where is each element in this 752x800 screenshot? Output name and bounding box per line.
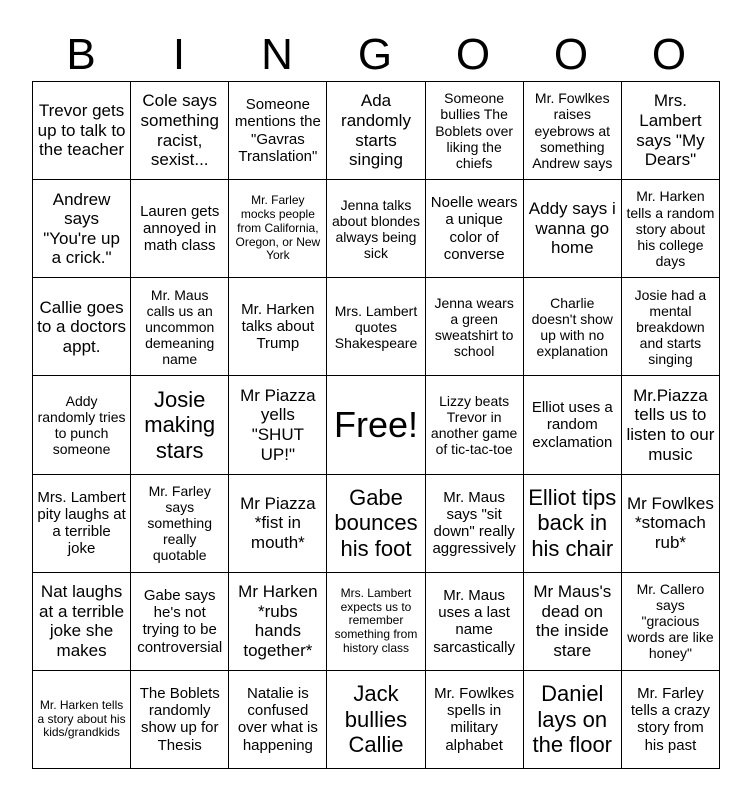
bingo-cell[interactable] — [327, 671, 425, 769]
bingo-cell[interactable] — [229, 278, 327, 376]
bingo-cell[interactable] — [524, 573, 622, 671]
cell-text: Daniel lays on the floor — [532, 681, 613, 758]
bingo-cell[interactable] — [426, 376, 524, 474]
bingo-cell[interactable] — [33, 376, 131, 474]
cell-text: Mr. Farley tells a crazy story from his past — [630, 684, 711, 754]
cell-text: Charlie doesn't show up with no explanation — [531, 294, 613, 359]
bingo-cell[interactable] — [524, 82, 622, 180]
cell-text: Natalie is confused over what is happening — [237, 684, 318, 754]
cell-text: Mr. Fowlkes raises eyebrows at something Andrew says — [532, 90, 613, 171]
cell-text: Someone bullies The Boblets over liking the chiefs — [435, 90, 514, 171]
bingo-cell[interactable] — [229, 180, 327, 278]
bingo-cell[interactable] — [524, 376, 622, 474]
bingo-cell[interactable] — [229, 82, 327, 180]
cell-text: Noelle wears a unique color of converse — [430, 194, 518, 263]
bingo-cell[interactable] — [327, 82, 425, 180]
bingo-cell[interactable] — [229, 671, 327, 769]
cell-text: Mr. Maus says "sit down" really aggressively — [432, 488, 516, 558]
bingo-header — [32, 28, 720, 82]
bingo-cell[interactable] — [426, 278, 524, 376]
cell-text: Josie had a mental breakdown and starts singing — [634, 286, 707, 367]
header-letter-o-1: O — [455, 30, 491, 79]
cell-text: Mr Piazza yells "SHUT UP!" — [240, 385, 316, 464]
bingo-cell[interactable] — [524, 671, 622, 769]
bingo-cell[interactable] — [622, 475, 720, 573]
cell-text: Someone mentions the "Gavras Translation" — [234, 96, 321, 165]
cell-text: Gabe bounces his foot — [334, 485, 418, 561]
cell-text: Mr Fowlkes *stomach rub* — [626, 493, 714, 552]
cell-text: Addy says i wanna go home — [528, 199, 616, 258]
bingo-cell[interactable] — [33, 671, 131, 769]
header-letter-o-2: O — [553, 30, 589, 79]
header-letter-b: B — [66, 30, 96, 79]
header-letter-i: I — [172, 30, 186, 79]
cell-text: Jack bullies Callie — [344, 681, 408, 758]
cell-text: Mr Piazza *fist in mouth* — [240, 493, 316, 552]
bingo-cell[interactable] — [131, 573, 229, 671]
bingo-cell[interactable] — [33, 82, 131, 180]
header-letter-o-3: O — [651, 30, 687, 79]
cell-text: Andrew says "You're up a crick." — [43, 189, 120, 268]
bingo-cell[interactable] — [622, 671, 720, 769]
bingo-cell[interactable] — [33, 573, 131, 671]
bingo-cell[interactable] — [327, 573, 425, 671]
free-space-text: Free! — [333, 404, 418, 446]
cell-text: Mrs. Lambert says "My Dears" — [636, 91, 705, 170]
cell-text: Mr Maus's dead on the inside stare — [533, 582, 612, 660]
cell-text: Lauren gets annoyed in math class — [140, 202, 220, 255]
cell-text: Gabe says he's not trying to be controversial — [137, 586, 223, 656]
bingo-cell[interactable] — [131, 671, 229, 769]
cell-text: Ada randomly starts singing — [341, 91, 411, 170]
cell-text: Mr. Harken talks about Trump — [241, 300, 315, 353]
bingo-cell[interactable] — [426, 573, 524, 671]
bingo-cell[interactable] — [524, 278, 622, 376]
cell-text: Jenna wears a green sweatshirt to school — [434, 294, 514, 359]
bingo-cell[interactable] — [524, 475, 622, 573]
header-letter-g: G — [357, 30, 393, 79]
header-letter-n: N — [261, 30, 293, 79]
bingo-cell[interactable] — [426, 671, 524, 769]
bingo-board — [32, 81, 720, 769]
bingo-cell[interactable] — [131, 180, 229, 278]
bingo-cell[interactable] — [524, 180, 622, 278]
bingo-cell[interactable] — [426, 180, 524, 278]
bingo-cell[interactable] — [229, 573, 327, 671]
bingo-cell[interactable] — [327, 180, 425, 278]
bingo-cell[interactable] — [33, 180, 131, 278]
cell-text: Elliot uses a random exclamation — [531, 399, 613, 451]
cell-text: Jenna talks about blondes always being sick — [332, 196, 420, 261]
cell-text: Mr. Farley says something really quotable — [147, 482, 212, 564]
bingo-cell[interactable] — [33, 278, 131, 376]
cell-text: Mr. Farley mocks people from California, Oregon, or New York — [235, 193, 321, 263]
bingo-cell[interactable] — [131, 82, 229, 180]
bingo-cell[interactable] — [229, 475, 327, 573]
cell-text: Mr. Maus calls us an uncommon demeaning name — [145, 286, 215, 367]
cell-text: Mrs. Lambert pity laughs at a terrible joke — [37, 488, 126, 558]
cell-text: Trevor gets up to talk to the teacher — [37, 101, 126, 160]
cell-text: Addy randomly tries to punch someone — [37, 392, 126, 458]
cell-text: Mr. Callero says "gracious words are like honey" — [627, 581, 714, 662]
cell-text: Callie goes to a doctors appt. — [37, 297, 126, 356]
bingo-cell[interactable] — [426, 475, 524, 573]
bingo-cell[interactable] — [622, 82, 720, 180]
cell-text: Josie making stars — [144, 387, 216, 463]
bingo-cell[interactable] — [622, 573, 720, 671]
cell-text: Mr. Harken tells a story about his kids/grandkids — [37, 697, 126, 740]
cell-text: Mr.Piazza tells us to listen to our music — [626, 385, 715, 464]
bingo-cell[interactable] — [622, 376, 720, 474]
cell-text: Mrs. Lambert quotes Shakespeare — [334, 302, 418, 351]
bingo-cell[interactable] — [327, 278, 425, 376]
cell-text: Mr. Fowlkes spells in military alphabet — [434, 684, 515, 754]
cell-text: Lizzy beats Trevor in another game of tic-tac-toe — [430, 392, 518, 458]
bingo-cell[interactable] — [131, 278, 229, 376]
bingo-cell[interactable] — [327, 475, 425, 573]
cell-text: Mrs. Lambert expects us to remember something from history class — [334, 585, 418, 655]
cell-text: Mr Harken *rubs hands together* — [238, 582, 318, 660]
bingo-cell[interactable] — [33, 475, 131, 573]
cell-text: The Boblets randomly show up for Thesis — [139, 684, 220, 754]
bingo-cell[interactable] — [131, 475, 229, 573]
bingo-cell[interactable] — [426, 82, 524, 180]
bingo-cell[interactable] — [622, 180, 720, 278]
cell-text: Mr. Harken tells a random story about his college days — [626, 188, 715, 269]
bingo-cell[interactable] — [622, 278, 720, 376]
bingo-cell[interactable] — [131, 376, 229, 474]
free-space[interactable] — [327, 376, 425, 474]
cell-text: Mr. Maus uses a last name sarcastically — [433, 586, 515, 656]
bingo-cell[interactable] — [229, 376, 327, 474]
cell-text: Elliot tips back in his chair — [528, 485, 617, 561]
cell-text: Cole says something racist, sexist... — [140, 91, 219, 170]
cell-text: Nat laughs at a terrible joke she makes — [39, 582, 125, 660]
